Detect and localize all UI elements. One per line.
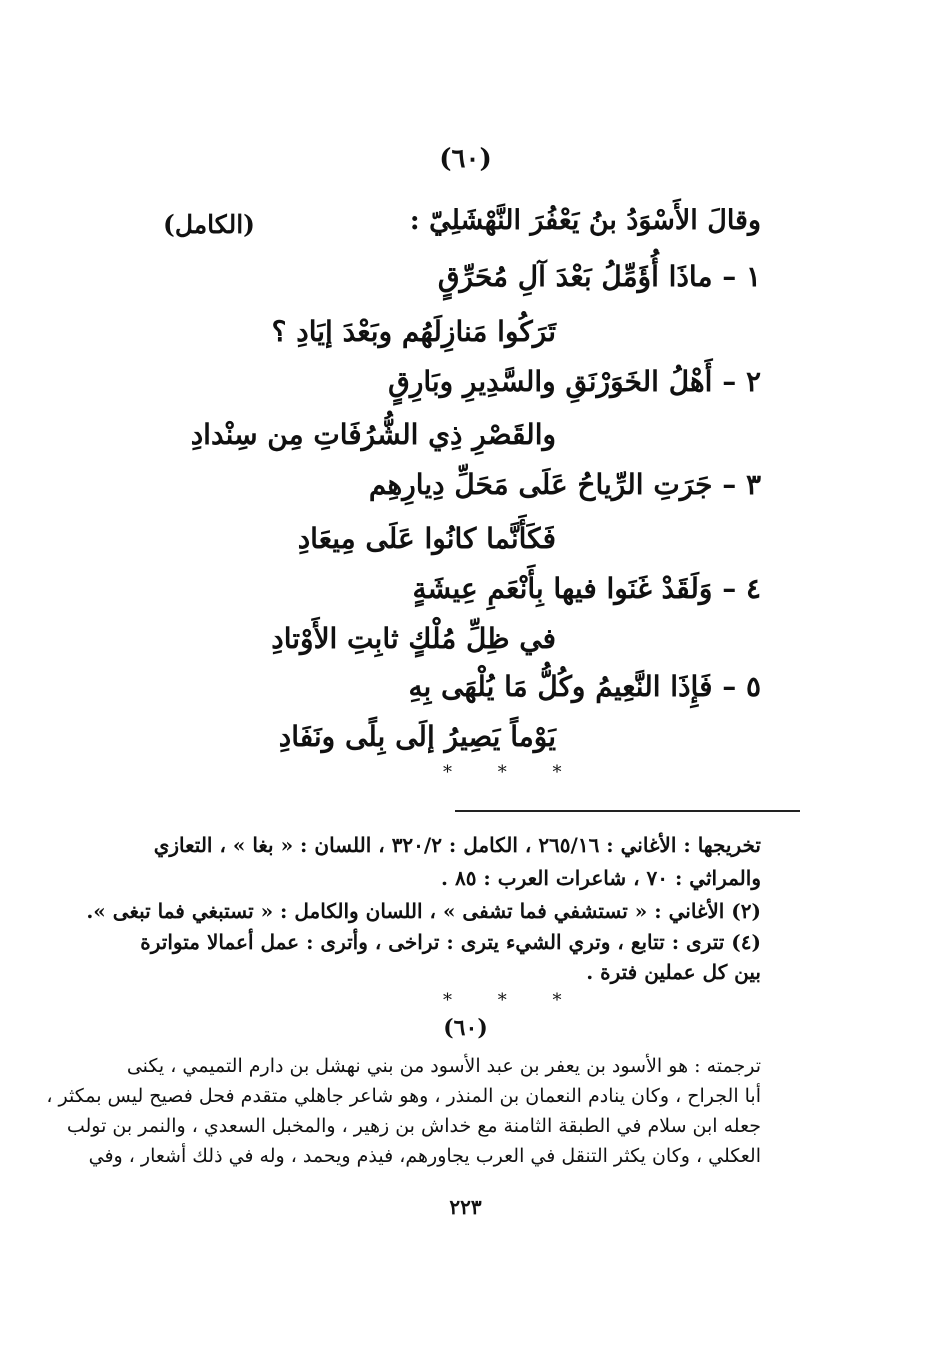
page-number: ٢٢٣ xyxy=(449,1195,482,1219)
verse-3-second-hemistich: فَكَأَنَّما كانُوا عَلَى مِيعَادِ xyxy=(297,522,556,555)
poem-number: (٦٠) xyxy=(439,144,492,174)
verse-1-second-hemistich: تَرَكُوا مَنازِلَهُم وبَعْدَ إيَادِ ؟ xyxy=(271,315,556,348)
verse-4-first-hemistich: ٤ – وَلَقَدْ غَنَوا فيها بِأَنْعَمِ عِيشَةٍ xyxy=(412,572,761,605)
section-separator: * * * xyxy=(443,762,582,783)
poem-meter: (الكامل) xyxy=(163,210,255,239)
footnote-line: تخريجها : الأغاني : ٢٦٥/١٦ ، الكامل : ٣٢٠/٢ ، اللسان : « بغا » ، التعازي xyxy=(153,833,761,857)
poem-intro: وقالَ الأَسْوَدُ بنُ يَعْفُرَ النَّهْشَلِيّ : xyxy=(409,205,761,236)
bio-line: أبا الجراح ، وكان ينادم النعمان بن المنذر ، وهو شاعر جاهلي متقدم فحل فصيح ليس بمكثر ، xyxy=(46,1085,761,1107)
bio-separator: * * * xyxy=(443,990,582,1011)
bio-line: العكلي ، وكان يكثر التنقل في العرب يجاورهم، فيذم ويحمد ، وله في ذلك أشعار ، وفي xyxy=(88,1145,761,1167)
footnote-divider xyxy=(455,810,800,812)
verse-4-second-hemistich: في ظِلِّ مُلْكٍ ثابِتِ الأَوْتادِ xyxy=(271,622,556,655)
footnote-line: (٢) الأغاني : « تستشفي فما تشفى » ، اللسان والكامل : « تستبغي فما تبغى ». xyxy=(86,899,761,923)
bio-line: جعله ابن سلام في الطبقة الثامنة مع خداش بن زهير ، والمخبل السعدي ، والنمر بن تولب xyxy=(66,1115,761,1137)
footnote-line: (٤) تترى : تتابع ، وتري الشيء يترى : تراخى ، وأترى : عمل أعمالا متواترة xyxy=(140,930,761,954)
verse-5-first-hemistich: ٥ – فَإِذَا النَّعِيمُ وكُلُّ مَا يُلْهَى بِهِ xyxy=(408,670,761,703)
verse-3-first-hemistich: ٣ – جَرَتِ الرِّياحُ عَلَى مَحَلِّ دِيارِهِم xyxy=(368,468,761,501)
footnote-line: بين كل عملين فترة . xyxy=(586,960,761,984)
verse-5-second-hemistich: يَوْماً يَصِيرُ إلَى بِلًى ونَفَادِ xyxy=(278,720,556,753)
verse-2-first-hemistich: ٢ – أَهْلُ الخَوَرْنَقِ والسَّدِيرِ وبَارِقٍ xyxy=(388,365,761,398)
verse-1-first-hemistich: ١ – ماذَا أُؤَمِّلُ بَعْدَ آلِ مُحَرِّقٍ xyxy=(437,260,761,293)
footnote-line: والمراثي : ٧٠ ، شاعرات العرب : ٨٥ . xyxy=(441,866,761,890)
verse-2-second-hemistich: والقَصْرِ ذِي الشُّرُفَاتِ مِن سِنْدادِ xyxy=(190,418,556,451)
bio-line: ترجمته : هو الأسود بن يعفر بن عبد الأسود من بني نهشل بن دارم التميمي ، يكنى xyxy=(126,1055,761,1077)
bio-number: (٦٠) xyxy=(443,1015,488,1041)
